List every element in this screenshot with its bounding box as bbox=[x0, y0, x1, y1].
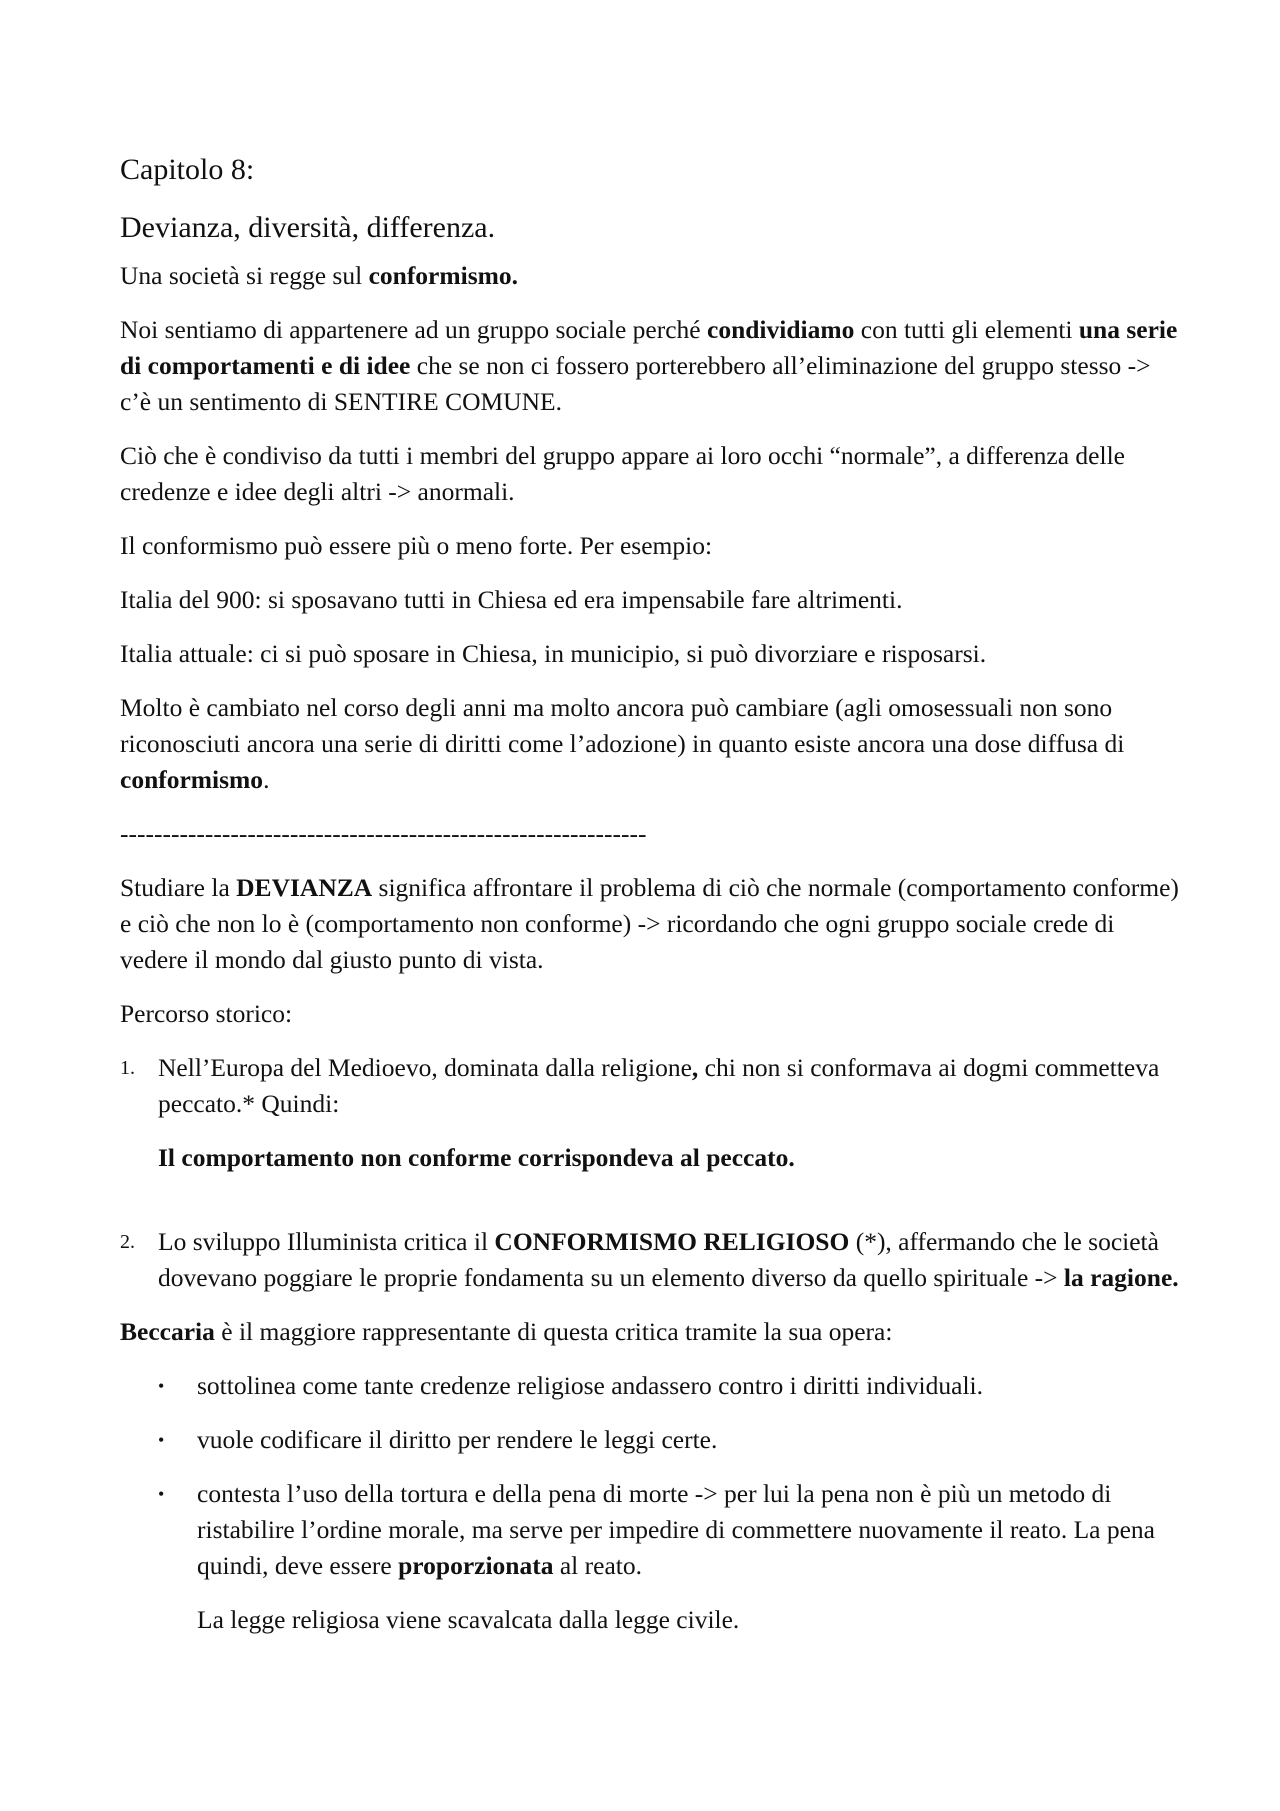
bold-term: DEVIANZA bbox=[236, 873, 373, 902]
paragraph-deviance: Studiare la DEVIANZA significa affrontare il problema di ciò che normale (comportamento conforme) e ciò che non lo è (comportamento non conforme) -> ricordando che ogni gruppo sociale crede di vedere il mondo dal giusto punto di vista. bbox=[120, 873, 1179, 974]
bullet-item-2: • vuole codificare il diritto per rendere le leggi certe. bbox=[120, 1422, 1180, 1458]
chapter-title: Devianza, diversità, differenza. bbox=[120, 211, 496, 244]
bold-term: CONFORMISMO RELIGIOSO bbox=[494, 1227, 850, 1256]
list-number: 2. bbox=[120, 1231, 135, 1253]
paragraph-normal: Ciò che è condiviso da tutti i membri del gruppo appare ai loro occhi “normale”, a differenza delle credenze e idee degli altri -> anormali. bbox=[120, 441, 1125, 506]
bullet-marker: • bbox=[158, 1376, 165, 1396]
bullet-marker: • bbox=[158, 1484, 165, 1504]
paragraph-change: Molto è cambiato nel corso degli anni ma molto ancora può cambiare (agli omosessuali non sono riconosciuti ancora una serie di diritti come l’adozione) in quanto esiste ancora una dose diffusa di conformismo. bbox=[120, 693, 1125, 794]
paragraph-belonging: Noi sentiamo di appartenere ad un gruppo sociale perché condividiamo con tutti gli elementi una serie di comportamenti e di idee che se non ci fossero porterebbero all’eliminazione del gruppo stesso -> c’è un sentimento di SENTIRE COMUNE. bbox=[120, 315, 1178, 416]
bold-term: una serie di comportamenti e di idee bbox=[120, 315, 1178, 380]
bold-term: conformismo bbox=[120, 765, 264, 794]
item1-conclusion: Il comportamento non conforme corrispondeva al peccato. bbox=[158, 1143, 795, 1172]
document-page bbox=[120, 150, 1180, 1656]
bold-term: la ragione. bbox=[1063, 1263, 1179, 1292]
paragraph-italy-now: Italia attuale: ci si può sposare in Chiesa, in municipio, si può divorziare e risposarsi. bbox=[120, 639, 987, 668]
numbered-item-1: 1. Nell’Europa del Medioevo, dominata dalla religione, chi non si conformava ai dogmi commetteva peccato.* Quindi: bbox=[120, 1050, 1180, 1122]
paragraph-history: Percorso storico: bbox=[120, 999, 293, 1028]
paragraph-beccaria: Beccaria è il maggiore rappresentante di questa critica tramite la sua opera: bbox=[120, 1317, 893, 1346]
bullet-item-3: • contesta l’uso della tortura e della pena di morte -> per lui la pena non è più un metodo di ristabilire l’ordine morale, ma serve per impedire di commettere nuovamente il reato. La pena quindi, deve essere proporzionata al reato. bbox=[120, 1476, 1180, 1584]
paragraph-conformism-intro: Una società si regge sul conformismo. bbox=[120, 261, 518, 290]
numbered-item-2: 2. Lo sviluppo Illuminista critica il CONFORMISMO RELIGIOSO (*), affermando che le società dovevano poggiare le proprie fondamenta su un elemento diverso da quello spirituale -> la ragione. bbox=[120, 1224, 1180, 1296]
bold-term: proporzionata bbox=[398, 1551, 554, 1580]
bold-term: Beccaria bbox=[120, 1317, 215, 1346]
bold-term: conformismo. bbox=[368, 261, 518, 290]
paragraph-closing: La legge religiosa viene scavalcata dalla legge civile. bbox=[197, 1605, 740, 1634]
bullet-marker: • bbox=[158, 1430, 165, 1450]
chapter-heading: Capitolo 8: bbox=[120, 153, 255, 186]
bullet-item-1: • sottolinea come tante credenze religiose andassero contro i diritti individuali. bbox=[120, 1368, 1180, 1404]
separator-line: -------------------------------------------------------------- bbox=[120, 819, 647, 848]
bold-term: condividiamo bbox=[707, 315, 855, 344]
paragraph-italy-900: Italia del 900: si sposavano tutti in Chiesa ed era impensabile fare altrimenti. bbox=[120, 585, 903, 614]
paragraph-strength: Il conformismo può essere più o meno forte. Per esempio: bbox=[120, 531, 713, 560]
list-number: 1. bbox=[120, 1057, 135, 1079]
